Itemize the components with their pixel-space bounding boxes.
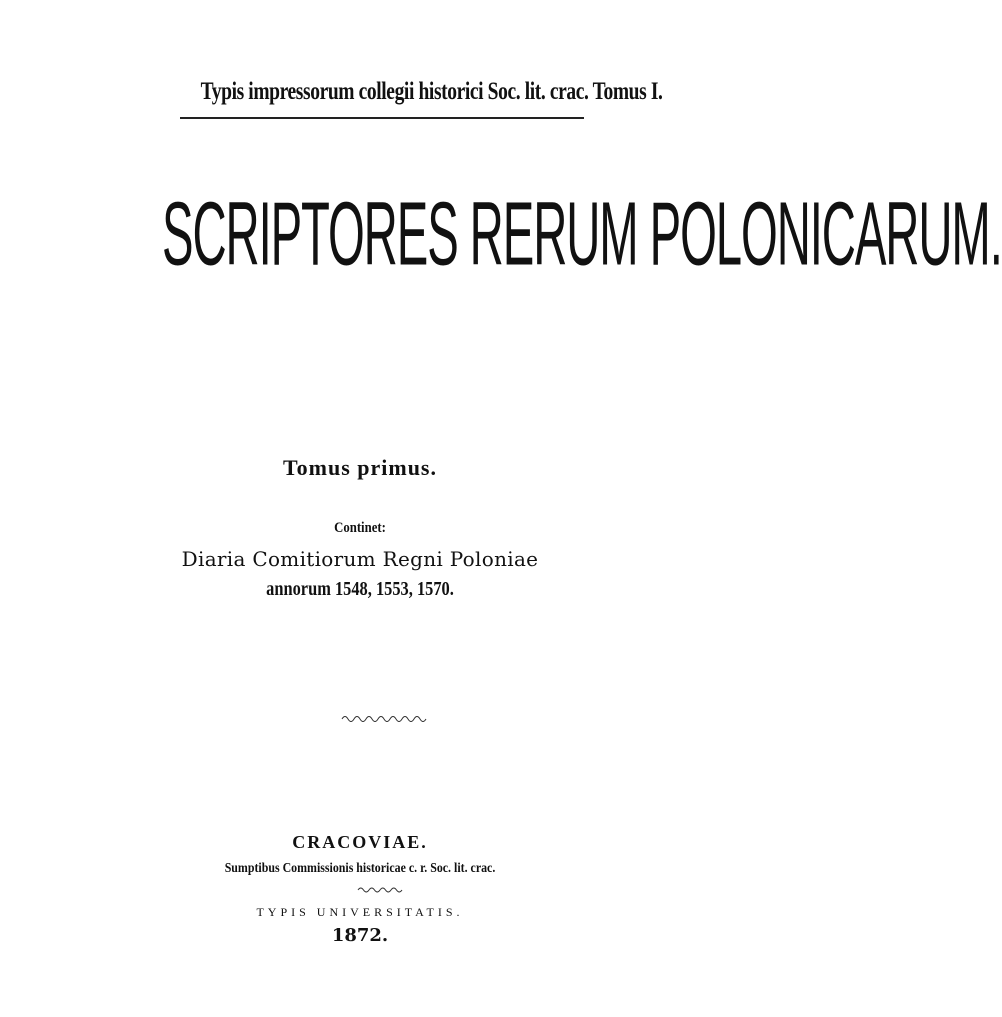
contents-title: Diaria Comitiorum Regni Poloniae xyxy=(181,547,539,571)
imprint-year: 1872. xyxy=(331,925,389,946)
series-underline-rule xyxy=(180,117,584,119)
main-title: SCRIPTORES RERUM POLONICARUM. xyxy=(162,183,1002,285)
contents-years: annorum 1548, 1553, 1570. xyxy=(266,578,454,600)
imprint-place: CRACOVIAE. xyxy=(292,832,428,852)
imprint-printer: TYPIS UNIVERSITATIS. xyxy=(256,905,464,919)
small-wavy-ornament xyxy=(358,886,402,894)
wavy-rule-ornament xyxy=(342,714,426,724)
volume-title: Tomus primus. xyxy=(282,455,437,480)
contents-label: Continet: xyxy=(334,520,386,536)
series-line: Typis impressorum collegii historici Soc. lit. crac. Tomus I. xyxy=(200,78,663,105)
imprint-publisher: Sumptibus Commissionis historicae c. r. Soc. lit. crac. xyxy=(224,861,496,876)
